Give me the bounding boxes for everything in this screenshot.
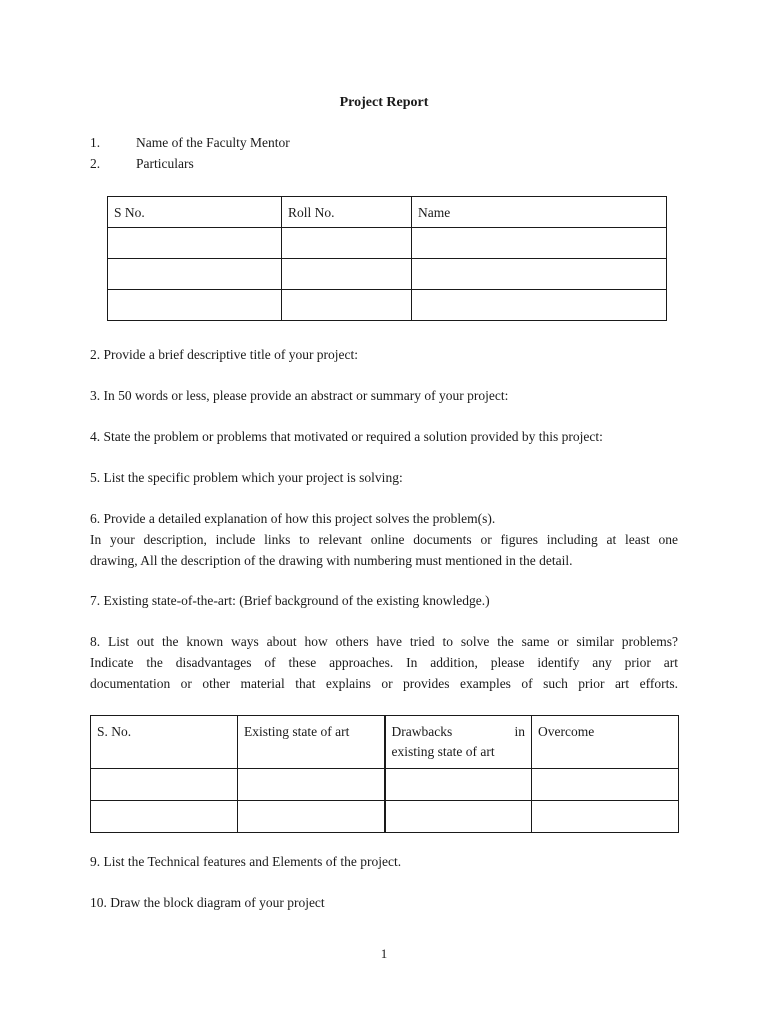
question-7: 7. Existing state-of-the-art: (Brief background of the existing knowledge.) bbox=[90, 593, 490, 608]
header-s-no: S No. bbox=[108, 197, 282, 228]
table-cell bbox=[385, 801, 532, 833]
question-5: 5. List the specific problem which your project is solving: bbox=[90, 470, 403, 485]
table-row bbox=[91, 769, 679, 801]
table-cell bbox=[108, 290, 282, 321]
page-number: 1 bbox=[380, 946, 388, 961]
header-drawbacks-word: Drawbacks bbox=[391, 724, 453, 739]
list-item-faculty-mentor: Name of the Faculty Mentor bbox=[136, 135, 290, 150]
table-cell bbox=[282, 228, 412, 259]
question-4: 4. State the problem or problems that motivated or required a solution provided by this project: bbox=[90, 429, 603, 444]
table-cell bbox=[91, 801, 238, 833]
question-3: 3. In 50 words or less, please provide an abstract or summary of your project: bbox=[90, 388, 509, 403]
header-roll-no: Roll No. bbox=[282, 197, 412, 228]
list-number-2: 2. bbox=[90, 156, 101, 171]
question-6-line-2: In your description, include links to relevant online documents or figures including at least one bbox=[90, 532, 678, 547]
header-s-no: S. No. bbox=[91, 716, 238, 769]
table-row bbox=[108, 228, 667, 259]
question-9: 9. List the Technical features and Elements of the project. bbox=[90, 854, 402, 869]
table-cell bbox=[238, 769, 385, 801]
table-cell bbox=[412, 290, 667, 321]
question-10: 10. Draw the block diagram of your project bbox=[90, 895, 325, 910]
table-cell bbox=[532, 769, 679, 801]
table-row bbox=[108, 259, 667, 290]
list-number-1: 1. bbox=[90, 135, 101, 150]
table-cell bbox=[238, 801, 385, 833]
table-cell bbox=[412, 228, 667, 259]
table-cell bbox=[108, 259, 282, 290]
table-header-row bbox=[108, 197, 667, 228]
table-cell bbox=[385, 769, 532, 801]
list-item-particulars: Particulars bbox=[136, 156, 194, 171]
table-row bbox=[108, 290, 667, 321]
question-8-line-1: 8. List out the known ways about how others have tried to solve the same or similar problems? bbox=[90, 634, 678, 649]
header-overcome: Overcome bbox=[532, 716, 679, 769]
particulars-table bbox=[107, 196, 667, 321]
header-drawbacks-in: in bbox=[514, 724, 525, 739]
table-cell bbox=[91, 769, 238, 801]
prior-art-table bbox=[90, 715, 679, 833]
table-row bbox=[91, 801, 679, 833]
header-drawbacks-line-2: existing state of art bbox=[391, 744, 495, 759]
question-6-line-3: drawing, All the description of the drawing with numbering must mentioned in the detail. bbox=[90, 553, 573, 568]
question-8-line-3: documentation or other material that explains or provides examples of such prior art efforts. bbox=[90, 676, 678, 691]
header-drawbacks bbox=[385, 716, 532, 769]
table-header-row bbox=[91, 716, 679, 769]
table-cell bbox=[532, 801, 679, 833]
question-2: 2. Provide a brief descriptive title of your project: bbox=[90, 347, 359, 362]
table-cell bbox=[412, 259, 667, 290]
table-cell bbox=[282, 259, 412, 290]
header-name: Name bbox=[412, 197, 667, 228]
header-existing-state-of-art: Existing state of art bbox=[238, 716, 385, 769]
page-title: Project Report bbox=[339, 95, 429, 110]
question-8-line-2: Indicate the disadvantages of these approaches. In addition, please identify any prior art bbox=[90, 655, 678, 670]
table-cell bbox=[282, 290, 412, 321]
table-cell bbox=[108, 228, 282, 259]
question-6-line-1: 6. Provide a detailed explanation of how this project solves the problem(s). bbox=[90, 511, 496, 526]
